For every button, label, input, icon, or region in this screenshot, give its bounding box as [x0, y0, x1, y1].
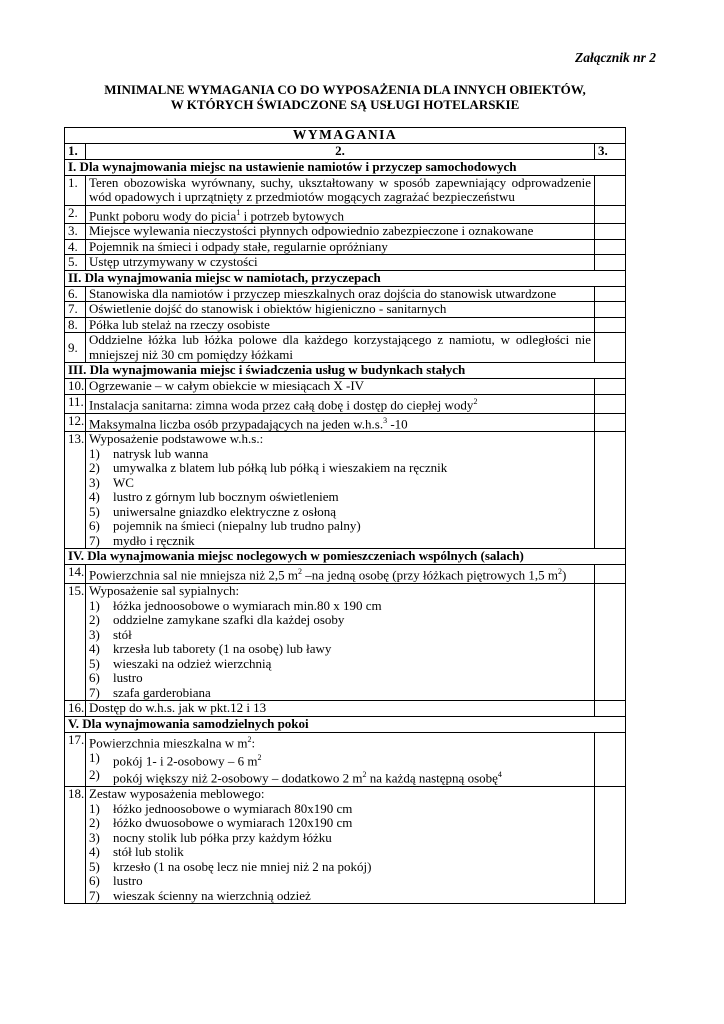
row-empty-cell: [594, 224, 625, 240]
row-text: Maksymalna liczba osób przypadających na jeden w.h.s.$^3$ -10: [86, 413, 595, 432]
list-item: 4) krzesła lub taborety (1 na osobę) lub ławy: [89, 641, 332, 657]
list-intro: Wyposażenie sal sypialnych:: [89, 583, 240, 599]
list-intro: Wyposażenie podstawowe w.h.s.:: [89, 431, 264, 447]
table-row: [65, 413, 626, 432]
column-1-label: 1.: [65, 144, 86, 160]
row-list: [86, 432, 595, 549]
section-heading-3: III. Dla wynajmowania miejsc i świadczenia usług w budynkach stałych: [65, 363, 626, 379]
row-list: [86, 787, 595, 904]
row-empty-cell: [594, 302, 625, 318]
row-empty-cell: [594, 239, 625, 255]
table-row: [65, 205, 626, 224]
table-row: [65, 432, 626, 549]
list-intro: Powierzchnia mieszkalna w $m^2$:: [89, 734, 256, 751]
list-item: 5) uniwersalne gniazdko elektryczne z osłoną: [89, 503, 337, 519]
table-row: [65, 394, 626, 413]
row-number: 15.: [65, 584, 86, 701]
row-empty-cell: [594, 413, 625, 432]
row-number: 10.: [65, 379, 86, 395]
row-empty-cell: [594, 701, 625, 717]
section-heading-4: IV. Dla wynajmowania miejsc noclegowych w pomieszczeniach wspólnych (salach): [65, 549, 626, 565]
row-text: Stanowiska dla namiotów i przyczep mieszkalnych oraz dojścia do stanowisk utwardzone: [86, 286, 595, 302]
list-item: 2) umywalka z blatem lub półką lub półką i wieszakiem na ręcznik: [89, 460, 448, 476]
row-empty-cell: [594, 333, 625, 363]
table-row: [65, 175, 626, 205]
row-empty-cell: [594, 394, 625, 413]
annex-label: Załącznik nr 2: [574, 50, 656, 65]
document-title: [64, 82, 626, 112]
row-empty-cell: [594, 205, 625, 224]
table-row: [65, 701, 626, 717]
row-text: Miejsce wylewania nieczystości płynnych odpowiednio zabezpieczone i oznakowane: [86, 224, 595, 240]
list-item: 6) lustro: [89, 670, 143, 686]
row-text: Ogrzewanie – w całym obiekcie w miesiącach X -IV: [86, 379, 595, 395]
row-number: 14.: [65, 565, 86, 584]
row-number: 11.: [65, 394, 86, 413]
row-empty-cell: [594, 584, 625, 701]
list-item: 7) wieszak ścienny na wierzchnią odzież: [89, 887, 311, 903]
row-list: [86, 732, 595, 786]
row-text: Instalacja sanitarna: zimna woda przez całą dobę i dostęp do ciepłej wody$^2$: [86, 394, 595, 413]
row-text: Półka lub stelaż na rzeczy osobiste: [86, 317, 595, 333]
list-item: 6) pojemnik na śmieci (niepalny lub trudno palny): [89, 518, 361, 534]
row-number: 9.: [65, 333, 86, 363]
row-text: Oświetlenie dojść do stanowisk i obiektów higieniczno - sanitarnych: [86, 302, 595, 318]
table-row: [65, 732, 626, 786]
list-item: 5) wieszaki na odzież wierzchnią: [89, 655, 272, 671]
list-item: 2) oddzielne zamykane szafki dla każdej osoby: [89, 612, 345, 628]
row-text: Dostęp do w.h.s. jak w pkt.12 i 13: [86, 701, 595, 717]
row-number: 16.: [65, 701, 86, 717]
row-empty-cell: [594, 432, 625, 549]
list-item: 3) stół: [89, 626, 132, 642]
table-row: [65, 379, 626, 395]
column-numbers-row: [65, 144, 626, 160]
list-intro: Zestaw wyposażenia meblowego:: [89, 786, 265, 802]
row-empty-cell: [594, 317, 625, 333]
title-line-1: MINIMALNE WYMAGANIA CO DO WYPOSAŻENIA DLA INNYCH OBIEKTÓW,: [104, 82, 586, 97]
list-item: 2) łóżko dwuosobowe o wymiarach 120x190 cm: [89, 815, 353, 831]
requirements-table: [64, 127, 626, 904]
list-item: 1) łóżka jednoosobowe o wymiarach min.80 x 190 cm: [89, 597, 382, 613]
row-list: [86, 584, 595, 701]
list-item: 7) szafa garderobiana: [89, 684, 211, 700]
row-number: 8.: [65, 317, 86, 333]
list-item: 1) pokój 1- i 2-osobowy – 6 $m^2$: [89, 749, 262, 768]
row-text: Teren obozowiska wyrównany, suchy, ukształtowany w sposób zapewniający odprowadzenie wód opadowych i uprzątnięty z przedmiotów mogących zagrażać bezpieczeństwu: [86, 175, 595, 205]
list-item: 7) mydło i ręcznik: [89, 532, 195, 548]
row-number: 1.: [65, 175, 86, 205]
row-empty-cell: [594, 175, 625, 205]
row-number: 2.: [65, 205, 86, 224]
list-item: 4) stół lub stolik: [89, 844, 184, 860]
table-row: [65, 302, 626, 318]
row-number: 17.: [65, 732, 86, 786]
row-number: 13.: [65, 432, 86, 549]
column-2-label: 2.: [86, 144, 595, 160]
table-row: [65, 787, 626, 904]
table-row: [65, 255, 626, 271]
row-empty-cell: [594, 286, 625, 302]
section-heading-2: II. Dla wynajmowania miejsc w namiotach, przyczepach: [65, 270, 626, 286]
row-number: 5.: [65, 255, 86, 271]
row-number: 6.: [65, 286, 86, 302]
row-number: 12.: [65, 413, 86, 432]
table-row: [65, 565, 626, 584]
table-row: [65, 224, 626, 240]
list-item: 5) krzesło (1 na osobę lecz nie mniej niż 2 na pokój): [89, 858, 372, 874]
row-text: Powierzchnia sal nie mniejsza niż 2,5 $m^2$ –na jedną osobę (przy łóżkach piętrowych 1,5 $m^2$): [86, 565, 595, 584]
title-line-2: W KTÓRYCH ŚWIADCZONE SĄ USŁUGI HOTELARSKIE: [170, 97, 520, 112]
column-3-label: 3.: [594, 144, 625, 160]
row-number: 4.: [65, 239, 86, 255]
list-item: 4) lustro z górnym lub bocznym oświetleniem: [89, 489, 339, 505]
row-number: 18.: [65, 787, 86, 904]
row-empty-cell: [594, 732, 625, 786]
row-number: 3.: [65, 224, 86, 240]
table-row: [65, 286, 626, 302]
list-item: 3) nocny stolik lub półka przy każdym łóżku: [89, 829, 332, 845]
list-item: 1) łóżko jednoosobowe o wymiarach 80x190 cm: [89, 800, 353, 816]
row-number: 7.: [65, 302, 86, 318]
table-row: [65, 239, 626, 255]
section-heading-1: I. Dla wynajmowania miejsc na ustawienie namiotów i przyczep samochodowych: [65, 159, 626, 175]
list-item: 6) lustro: [89, 873, 143, 889]
row-text: Oddzielne łóżka lub łóżka polowe dla każdego korzystającego z namiotu, w odległości nie mniejszej niż 30 cm pomiędzy łóżkami: [86, 333, 595, 363]
table-row: [65, 333, 626, 363]
table-row: [65, 584, 626, 701]
row-text: Punkt poboru wody do picia$^1$ i potrzeb bytowych: [86, 205, 595, 224]
row-text: Pojemnik na śmieci i odpady stałe, regularnie opróżniany: [86, 239, 595, 255]
list-item: 3) WC: [89, 474, 134, 490]
table-row: [65, 317, 626, 333]
table-header: WYMAGANIA: [65, 128, 626, 144]
row-empty-cell: [594, 379, 625, 395]
row-empty-cell: [594, 565, 625, 584]
list-item: 2) pokój większy niż 2-osobowy – dodatkowo 2 $m^2$ na każdą następną osobę$^4$: [89, 767, 502, 786]
row-text: Ustęp utrzymywany w czystości: [86, 255, 595, 271]
section-heading-5: V. Dla wynajmowania samodzielnych pokoi: [65, 716, 626, 732]
row-empty-cell: [594, 255, 625, 271]
row-empty-cell: [594, 787, 625, 904]
list-item: 1) natrysk lub wanna: [89, 445, 209, 461]
